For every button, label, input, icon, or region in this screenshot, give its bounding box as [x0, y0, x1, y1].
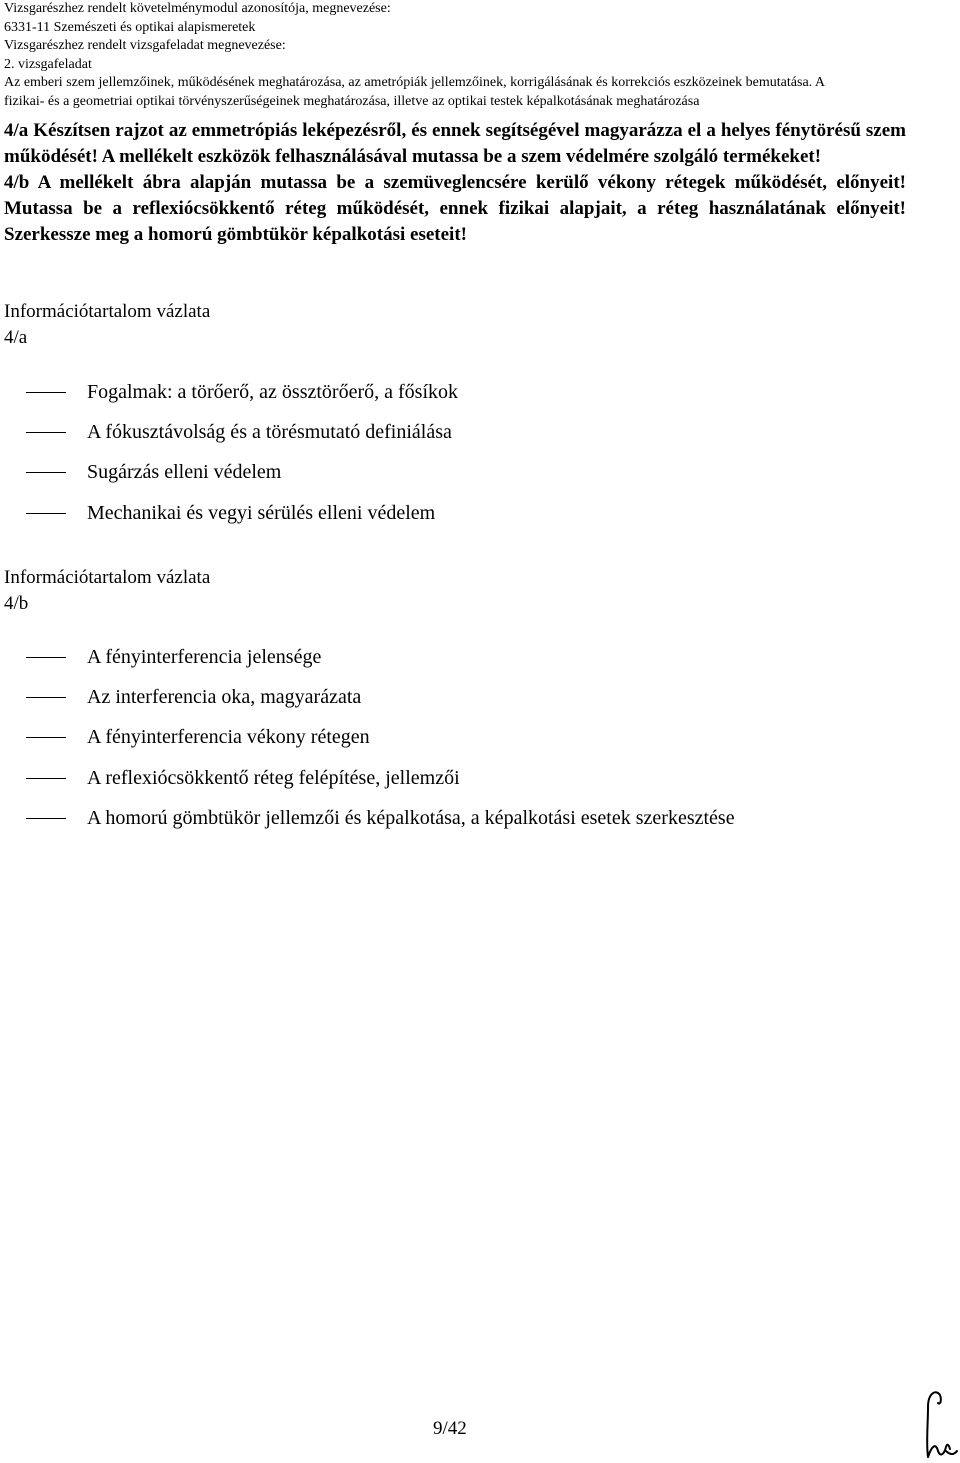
dash-bullet [26, 657, 66, 658]
page-number: 9/42 [433, 1418, 467, 1439]
dash-bullet [26, 697, 66, 698]
list-item [0, 725, 940, 765]
dash-bullet [26, 472, 66, 473]
list-item [0, 460, 940, 500]
outline-b-label: 4/b [4, 593, 29, 614]
outline-a-list [0, 380, 940, 541]
list-item-text: A fényinterferencia jelensége [87, 646, 322, 668]
header-line: 6331-11 Szemészeti és optikai alapismeretek [4, 19, 256, 35]
list-item [0, 380, 940, 420]
list-item [0, 806, 940, 846]
list-item-text: Mechanikai és vegyi sérülés elleni védelem [87, 501, 436, 524]
header-line: Vizsgarészhez rendelt vizsgafeladat megnevezése: [4, 38, 286, 53]
outline-a-title: Információtartalom vázlata [4, 301, 211, 322]
list-item-text: A fókusztávolság és a törésmutató definiálása [87, 421, 452, 444]
outline-a-label: 4/a [4, 327, 28, 348]
outline-a-heading [4, 299, 210, 351]
task-description [4, 118, 906, 248]
header-line: Vizsgarészhez rendelt követelménymodul azonosítója, megnevezése: [4, 1, 391, 16]
outline-b-title: Információtartalom vázlata [4, 567, 211, 588]
list-item-text: Fogalmak: a törőerő, az össztörőerő, a fősíkok [87, 381, 459, 403]
dash-bullet [26, 392, 66, 393]
outline-b-heading [4, 565, 210, 617]
list-item [0, 645, 940, 685]
list-item [0, 420, 940, 460]
dash-bullet [26, 818, 66, 819]
outline-b-list [0, 645, 940, 846]
dash-bullet [26, 432, 66, 433]
dash-bullet [26, 778, 66, 779]
list-item [0, 685, 940, 725]
header-line: fizikai- és a geometriai optikai törvényszerűségeinek meghatározása, illetve az optikai testek képalkotásának meghatározása [4, 93, 700, 109]
header-line: Az emberi szem jellemzőinek, működésének meghatározása, az ametrópiák jellemzőinek, korrigálásának és korrekciós eszközeinek bemutatása. A [4, 75, 825, 90]
task-part-a: 4/a Készítsen rajzot az emmetrópiás leképezésről, és ennek segítségével magyarázza el a helyes fénytörésű szem működését! A mellékelt eszközök felhasználásával mutassa be a szem védelmére szolgáló termékeket! [4, 120, 906, 167]
list-item-text: A reflexiócsökkentő réteg felépítése, jellemzői [87, 766, 460, 789]
task-part-b: 4/b A mellékelt ábra alapján mutassa be a szemüveglencsére kerülő vékony rétegek működését, előnyeit! Mutassa be a reflexiócsökkentő réteg működését, ennek fizikai alapjait, a réteg használatának előnyeit! Szerkessze meg a homorú gömbtükör képalkotási eseteit! [4, 172, 906, 245]
list-item-text: A fényinterferencia vékony rétegen [87, 726, 370, 749]
list-item [0, 766, 940, 806]
dash-bullet [26, 513, 66, 514]
dash-bullet [26, 737, 66, 738]
list-item-text: A homorú gömbtükör jellemzői és képalkotása, a képalkotási esetek szerkesztése [87, 806, 735, 829]
list-item-text: Sugárzás elleni védelem [87, 461, 282, 484]
signature-mark [918, 1385, 958, 1463]
list-item-text: Az interferencia oka, magyarázata [87, 686, 362, 709]
document-header [4, 0, 954, 111]
header-line: 2. vizsgafeladat [4, 56, 92, 72]
list-item [0, 501, 940, 541]
